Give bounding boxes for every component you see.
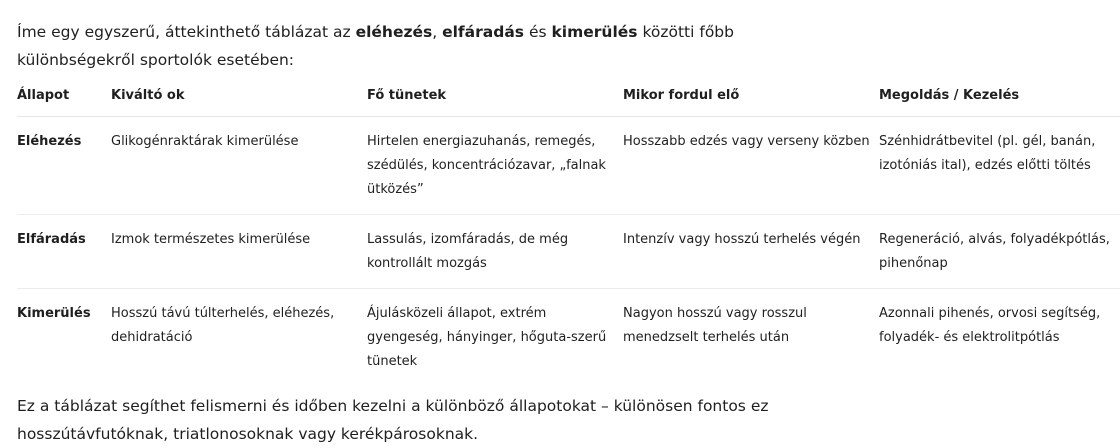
intro-bold-elfaradas: elfáradás [442, 23, 525, 41]
intro-text-2: közötti főbb különbségekről sportolók esetében: [17, 23, 734, 69]
table-header-row [17, 88, 1120, 117]
cell-state: Kimerülés [17, 306, 91, 321]
outro-paragraph: Ez a táblázat segíthet felismerni és időben kezelni a különböző állapotokat – különösen fontos ez hosszútávfutóknak, triatlonosoknak vagy kerékpárosoknak. [17, 397, 769, 443]
cell-when: Hosszabb edzés vagy verseny közben [623, 117, 879, 215]
comparison-table [17, 88, 1120, 386]
intro-bold-elehezes: eléhezés [355, 23, 433, 41]
intro-text-1: Íme egy egyszerű, áttekinthető táblázat az [17, 23, 356, 41]
cell-solution: Azonnali pihenés, orvosi segítség, folyadék- és elektrolitpótlás [879, 306, 1101, 345]
cell-when: Nagyon hosszú vagy rosszul menedzselt terhelés után [623, 306, 807, 345]
header-fo-tunetek: Fő tünetek [367, 88, 623, 117]
header-megoldas-kezeles: Megoldás / Kezelés [879, 88, 1120, 117]
cell-cause: Izmok természetes kimerülése [111, 215, 367, 289]
intro-bold-kimerules: kimerülés [551, 23, 638, 41]
table-row [17, 215, 1120, 289]
cell-state: Elfáradás [17, 215, 111, 289]
chat-message-content [17, 18, 1120, 448]
intro-sep-2: és [524, 23, 552, 41]
cell-symptoms: Lassulás, izomfáradás, de még kontrollált mozgás [367, 215, 623, 289]
cell-symptoms: Hirtelen energiazuhanás, remegés, szédülés, koncentrációzavar, „falnak ütközés” [367, 117, 623, 215]
intro-paragraph [17, 18, 777, 74]
table-row [17, 117, 1120, 215]
cell-symptoms: Ájulásközeli állapot, extrém gyengeség, hányinger, hőguta-szerű tünetek [367, 306, 607, 369]
header-mikor-fordul-elo: Mikor fordul elő [623, 88, 879, 117]
cell-state: Eléhezés [17, 117, 111, 215]
cell-cause: Glikogénraktárak kimerülése [111, 117, 367, 215]
intro-sep-1: , [432, 23, 443, 41]
cell-solution: Regeneráció, alvás, folyadékpótlás, pihenőnap [879, 215, 1120, 289]
header-allapot: Állapot [17, 88, 111, 117]
cell-solution: Szénhidrátbevitel (pl. gél, banán, izotóniás ital), edzés előtti töltés [879, 117, 1120, 215]
cell-when: Intenzív vagy hosszú terhelés végén [623, 215, 879, 289]
header-kivalto-ok: Kiváltó ok [111, 88, 367, 117]
cell-cause: Hosszú távú túlterhelés, eléhezés, dehidratáció [111, 306, 335, 345]
table-row [17, 289, 1120, 387]
